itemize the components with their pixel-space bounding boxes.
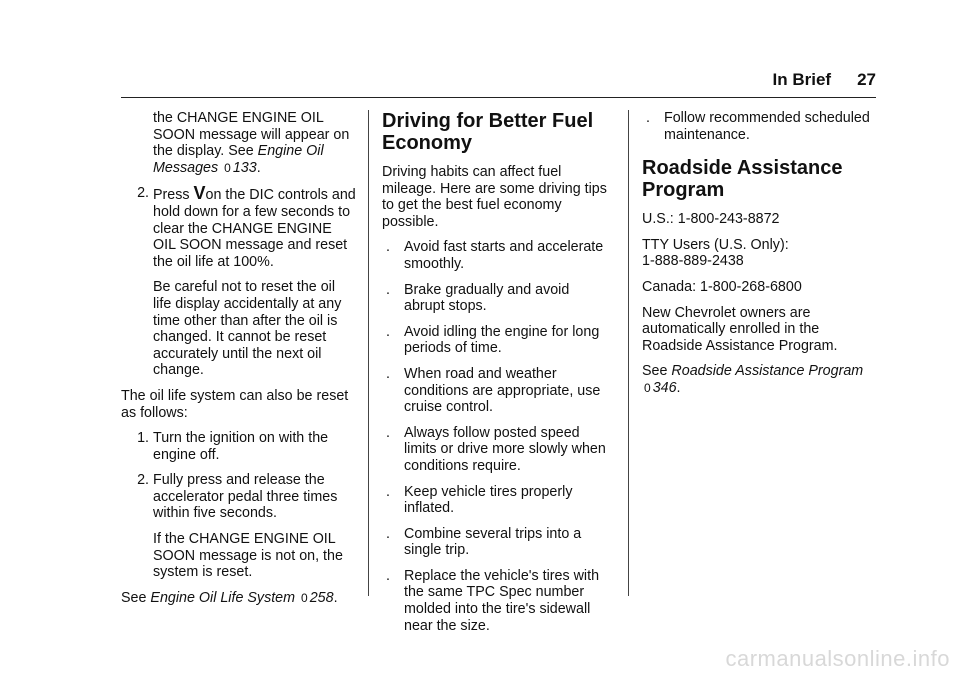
see-reference	[642, 363, 876, 396]
bullet-icon: .	[386, 239, 390, 256]
text: Avoid fast starts and accelerate smoothly.	[404, 239, 604, 272]
phone-tty	[642, 237, 876, 270]
page-ref-arrow-icon: 0	[301, 590, 308, 605]
phone-us: U.S.: 1-800-243-8872	[642, 211, 780, 228]
step-number: 2.	[137, 472, 149, 489]
text: .	[333, 589, 338, 606]
list-item	[382, 568, 612, 634]
page-header	[0, 70, 876, 90]
text: on the DIC controls and hold down for a few seconds to clear the CHANGE ENGINE OIL SOON message and reset the oil life at 100%.	[153, 187, 356, 270]
column-1	[121, 110, 357, 615]
alt-step-1	[121, 430, 357, 463]
text: .	[676, 379, 681, 396]
header-rule	[121, 97, 876, 98]
ref-page[interactable]: 133	[232, 159, 257, 176]
bullet-icon: .	[386, 483, 390, 500]
step-number: 2.	[137, 185, 149, 202]
step-2	[121, 185, 357, 270]
text: Replace the vehicle's tires with the same TPC Spec number molded into the tire's sidewall near the size.	[404, 567, 600, 634]
list-item	[382, 282, 612, 315]
step-number: 1.	[137, 430, 149, 447]
column-divider-1	[368, 110, 369, 596]
paragraph-intro: Driving habits can affect fuel mileage. Here are some driving tips to get the best fuel economy possible.	[382, 164, 607, 230]
checkmark-icon: V	[193, 183, 206, 204]
list-item	[642, 110, 876, 143]
column-divider-2	[628, 110, 629, 596]
text: Turn the ignition on with the engine off.	[153, 430, 329, 463]
page-ref-arrow-icon: 0	[644, 380, 651, 395]
list-item	[382, 484, 612, 517]
paragraph-also-reset: The oil life system can also be reset as follows:	[121, 387, 349, 421]
text: Keep vehicle tires properly inflated.	[404, 483, 573, 517]
paragraph-owners: New Chevrolet owners are automatically enrolled in the Roadside Assistance Program.	[642, 304, 838, 354]
ref-engine-oil-life-system[interactable]: Engine Oil Life System	[150, 589, 296, 606]
list-item	[382, 366, 612, 416]
watermark: carmanualsonline.info	[725, 646, 950, 671]
list-item	[382, 324, 612, 357]
text: Combine several trips into a single trip.	[404, 525, 582, 559]
section-title: In Brief	[772, 70, 832, 89]
bullet-icon: .	[646, 110, 650, 126]
heading-roadside-assistance: Roadside Assistance Program	[642, 157, 843, 202]
text: Avoid idling the engine for long periods of time.	[404, 323, 600, 357]
bullet-icon: .	[386, 525, 390, 542]
text: Follow recommended scheduled maintenance.	[664, 110, 870, 143]
phone-canada: Canada: 1-800-268-6800	[642, 278, 802, 295]
bullet-icon: .	[386, 424, 390, 441]
page-number: 27	[857, 70, 876, 89]
text: Brake gradually and avoid abrupt stops.	[404, 281, 570, 315]
bullet-icon: .	[386, 323, 390, 340]
text: See	[121, 589, 151, 606]
text: See	[642, 363, 672, 380]
paragraph-if-not-on: If the CHANGE ENGINE OIL SOON message is not on, the system is reset.	[153, 531, 343, 581]
page-ref-arrow-icon: 0	[224, 160, 231, 175]
list-item	[382, 526, 612, 559]
paragraph-careful: Be careful not to reset the oil life display accidentally at any time other than after the oil is changed. It cannot be reset accurately until the next oil change.	[153, 279, 342, 379]
column-3	[642, 110, 876, 406]
bullet-icon: .	[386, 281, 390, 298]
list-item	[382, 425, 612, 475]
text: Press	[153, 187, 194, 204]
text: TTY Users (U.S. Only):	[642, 236, 789, 253]
ref-engine-oil-messages[interactable]: Engine Oil Messages	[153, 143, 324, 176]
text: .	[256, 159, 261, 176]
bullet-icon: .	[386, 567, 390, 584]
bullet-icon: .	[386, 365, 390, 382]
text: When road and weather conditions are appropriate, use cruise control.	[404, 365, 601, 416]
column-2	[382, 110, 612, 643]
ref-roadside-assistance[interactable]: Roadside Assistance Program	[671, 363, 864, 380]
see-reference	[121, 590, 357, 607]
text: the CHANGE ENGINE OIL SOON message will appear on the display. See	[153, 110, 350, 160]
paragraph-oil-message	[121, 110, 357, 176]
list-item	[382, 239, 612, 272]
text: 1-888-889-2438	[642, 253, 744, 270]
text: Always follow posted speed limits or drive more slowly when conditions require.	[404, 424, 606, 474]
heading-fuel-economy: Driving for Better Fuel Economy	[382, 110, 594, 154]
alt-step-2	[121, 472, 357, 522]
ref-page[interactable]: 346	[652, 379, 677, 396]
ref-page[interactable]: 258	[309, 589, 334, 606]
text: Fully press and release the accelerator pedal three times within five seconds.	[153, 472, 338, 522]
